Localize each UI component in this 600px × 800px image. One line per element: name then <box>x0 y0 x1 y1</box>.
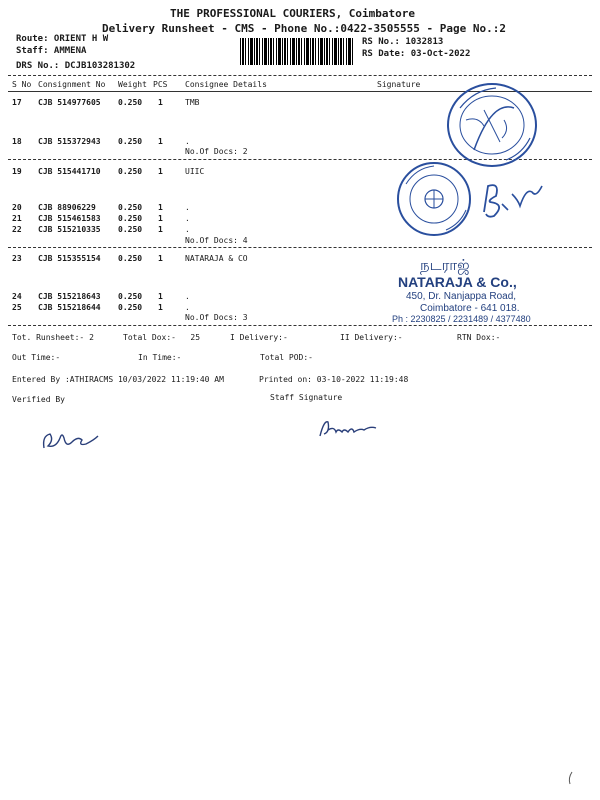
second-delivery: II Delivery:- <box>340 333 403 342</box>
docs-count: No.Of Docs: 2 <box>185 147 248 156</box>
nataraja-address-line2: Coimbatore - 641 018. <box>420 303 520 314</box>
header-divider <box>8 75 592 76</box>
in-time: In Time:- <box>138 353 182 362</box>
rs-date: RS Date: 03-Oct-2022 <box>362 49 471 59</box>
consignee-signature-uiic <box>478 176 550 224</box>
entered-by: Entered By :ATHIRACMS 10/03/2022 11:19:40 AM <box>12 375 224 384</box>
staff-label: Staff: AMMENA <box>16 46 87 56</box>
total-pod: Total POD:- <box>260 353 313 362</box>
verified-by-label: Verified By <box>12 395 65 404</box>
staff-signature <box>316 416 380 442</box>
col-signature: Signature <box>377 80 421 89</box>
staff-signature-label: Staff Signature <box>270 393 343 402</box>
bank-seal-stamp <box>444 80 540 170</box>
docs-count: No.Of Docs: 4 <box>185 236 248 245</box>
col-consignment: Consignment No <box>38 80 106 89</box>
insurance-seal-stamp <box>394 160 474 238</box>
return-dox: RTN Dox:- <box>457 333 501 342</box>
barcode <box>240 38 354 65</box>
route-label: Route: ORIENT H W <box>16 34 109 44</box>
company-title: THE PROFESSIONAL COURIERS, Coimbatore <box>170 7 416 20</box>
verifier-signature <box>38 418 102 454</box>
printed-on: Printed on: 03-10-2022 11:19:48 <box>259 375 409 384</box>
total-runsheet: Tot. Runsheet:- 2 <box>12 333 94 342</box>
col-pcs: PCS <box>153 80 168 89</box>
rs-number: RS No.: 1032813 <box>362 37 444 47</box>
col-consignee: Consignee Details <box>185 80 267 89</box>
total-dox: Total Dox:- 25 <box>123 333 201 342</box>
runsheet-subtitle: Delivery Runsheet - CMS - Phone No.:0422-3505555 - Page No.:2 <box>102 22 506 35</box>
out-time: Out Time:- <box>12 353 61 362</box>
drs-number: DRS No.: DCJB103281302 <box>16 61 136 71</box>
nataraja-tamil-name: நடராஜ் <box>420 256 470 274</box>
nataraja-name: NATARAJA & Co., <box>398 274 517 290</box>
nataraja-phone: Ph : 2230825 / 2231489 / 4377480 <box>392 314 531 324</box>
pen-mark <box>566 770 574 786</box>
group-divider <box>8 247 592 248</box>
col-sno: S No <box>12 80 32 89</box>
col-weight: Weight <box>118 80 147 89</box>
docs-count: No.Of Docs: 3 <box>185 313 248 322</box>
nataraja-address-line1: 450, Dr. Nanjappa Road, <box>406 291 517 302</box>
first-delivery: I Delivery:- <box>230 333 288 342</box>
table-end-divider <box>8 325 592 326</box>
